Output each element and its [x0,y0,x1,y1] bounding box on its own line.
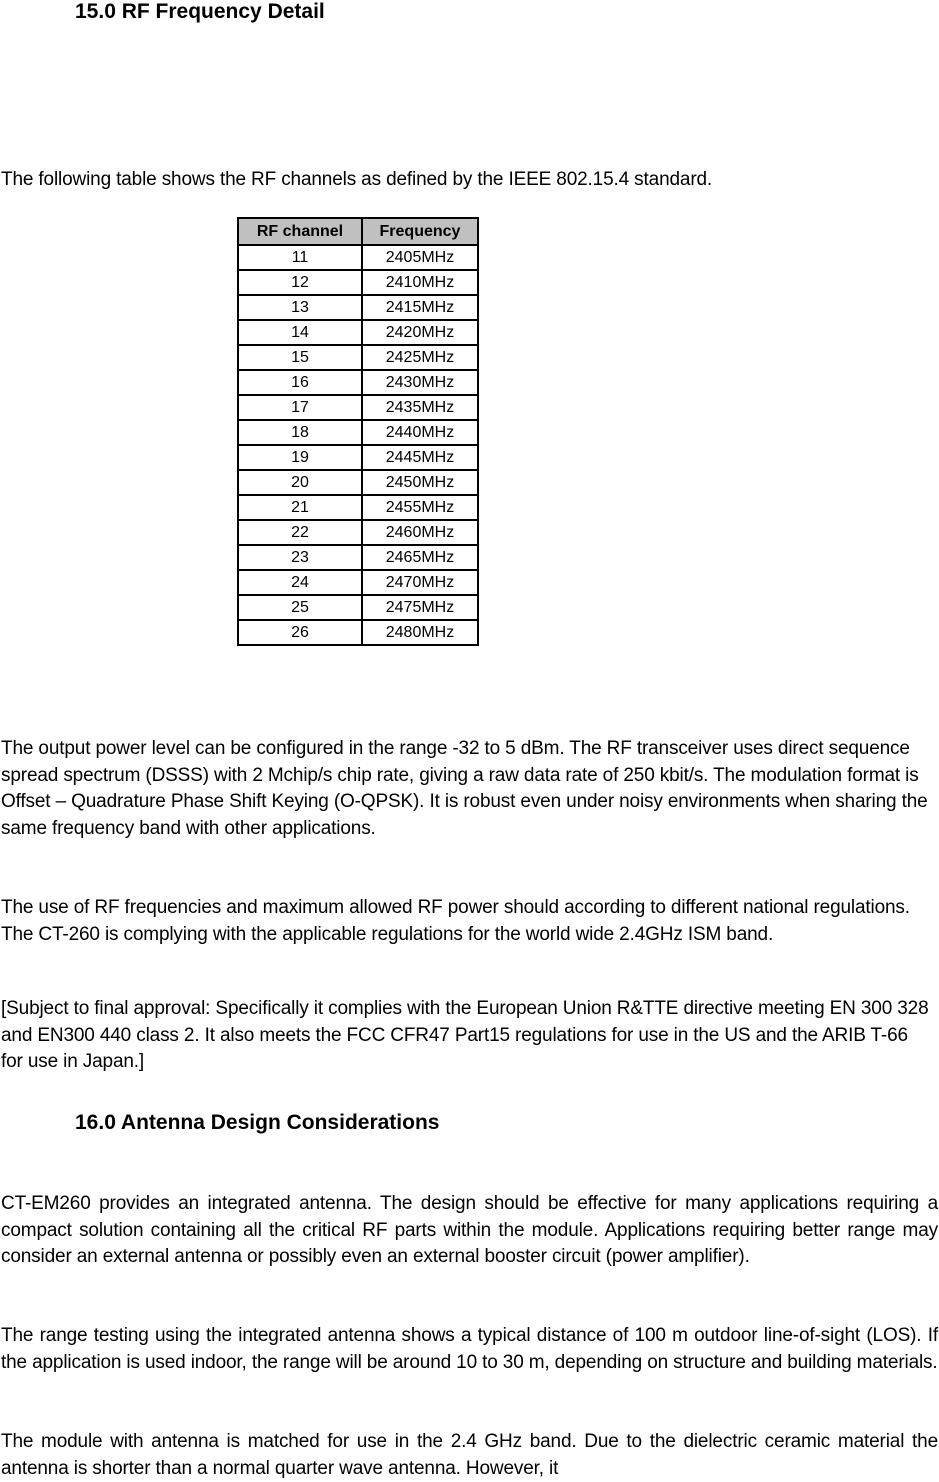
antenna-intro-paragraph: CT-EM260 provides an integrated antenna. The design should be effective for many applications requiring a compact solution containing all the critical RF parts within the module. Applications requiring better range may consider an external antenna or possibly even an external booster circuit (power amplifier). [1,1193,938,1267]
channel-cell: 20 [238,470,362,495]
output-power-paragraph: The output power level can be configured in the range -32 to 5 dBm. The RF transceiver uses direct sequence spread spectrum (DSSS) with 2 Mchip/s chip rate, giving a raw data rate of 250 kbit/s. The modulation format is Offset – Quadrature Phase Shift Keying (O-QPSK). It is robust even under noisy environments when sharing the same frequency band with other applications. [1,738,928,839]
frequency-cell: 2440MHz [362,420,478,445]
table-row [238,620,478,645]
channel-cell: 18 [238,420,362,445]
channel-cell: 13 [238,295,362,320]
channel-cell: 17 [238,395,362,420]
frequency-cell: 2425MHz [362,345,478,370]
table-intro-text: The following table shows the RF channels as defined by the IEEE 802.15.4 standard. [1,169,713,190]
frequency-cell: 2405MHz [362,245,478,270]
channel-cell: 23 [238,545,362,570]
table-row [238,595,478,620]
table-row [238,270,478,295]
regulations-paragraph: The use of RF frequencies and maximum allowed RF power should according to different national regulations. The CT-260 is complying with the applicable regulations for the world wide 2.4GHz ISM band. [1,897,910,945]
channel-cell: 26 [238,620,362,645]
table-row [238,445,478,470]
channel-cell: 24 [238,570,362,595]
frequency-cell: 2420MHz [362,320,478,345]
channel-cell: 25 [238,595,362,620]
table-row [238,345,478,370]
frequency-cell: 2480MHz [362,620,478,645]
channel-cell: 16 [238,370,362,395]
frequency-cell: 2435MHz [362,395,478,420]
table-row [238,570,478,595]
channel-cell: 21 [238,495,362,520]
frequency-cell: 2470MHz [362,570,478,595]
frequency-cell: 2455MHz [362,495,478,520]
table-row [238,395,478,420]
table-row [238,320,478,345]
table-row [238,470,478,495]
channel-cell: 22 [238,520,362,545]
table-row [238,420,478,445]
approval-paragraph: [Subject to final approval: Specifically it complies with the European Union R&TTE directive meeting EN 300 328 and EN300 440 class 2. It also meets the FCC CFR47 Part15 regulations for use in the US and the ARIB T-66 for use in Japan.] [1,998,929,1072]
frequency-cell: 2415MHz [362,295,478,320]
frequency-cell: 2465MHz [362,545,478,570]
channel-cell: 14 [238,320,362,345]
column-header-frequency: Frequency [362,218,478,245]
frequency-cell: 2430MHz [362,370,478,395]
frequency-cell: 2410MHz [362,270,478,295]
antenna-matching-paragraph: The module with antenna is matched for use in the 2.4 GHz band. Due to the dielectric ceramic material the antenna is shorter than a normal quarter wave antenna. However, it [1,1431,938,1479]
section-15-heading: 15.0 RF Frequency Detail [75,0,325,23]
table-row [238,370,478,395]
table-header-row [238,218,478,245]
channel-cell: 19 [238,445,362,470]
table-row [238,545,478,570]
column-header-rf-channel: RF channel [238,218,362,245]
frequency-cell: 2445MHz [362,445,478,470]
rf-channel-table [237,217,479,646]
frequency-cell: 2460MHz [362,520,478,545]
table-row [238,520,478,545]
range-testing-paragraph: The range testing using the integrated antenna shows a typical distance of 100 m outdoor line-of-sight (LOS). If the application is used indoor, the range will be around 10 to 30 m, depending on structure and building materials. [1,1325,938,1373]
table-row [238,295,478,320]
frequency-cell: 2475MHz [362,595,478,620]
table-row [238,495,478,520]
table-row [238,245,478,270]
channel-cell: 15 [238,345,362,370]
channel-cell: 11 [238,245,362,270]
channel-cell: 12 [238,270,362,295]
section-16-heading: 16.0 Antenna Design Considerations [75,1111,440,1134]
frequency-cell: 2450MHz [362,470,478,495]
